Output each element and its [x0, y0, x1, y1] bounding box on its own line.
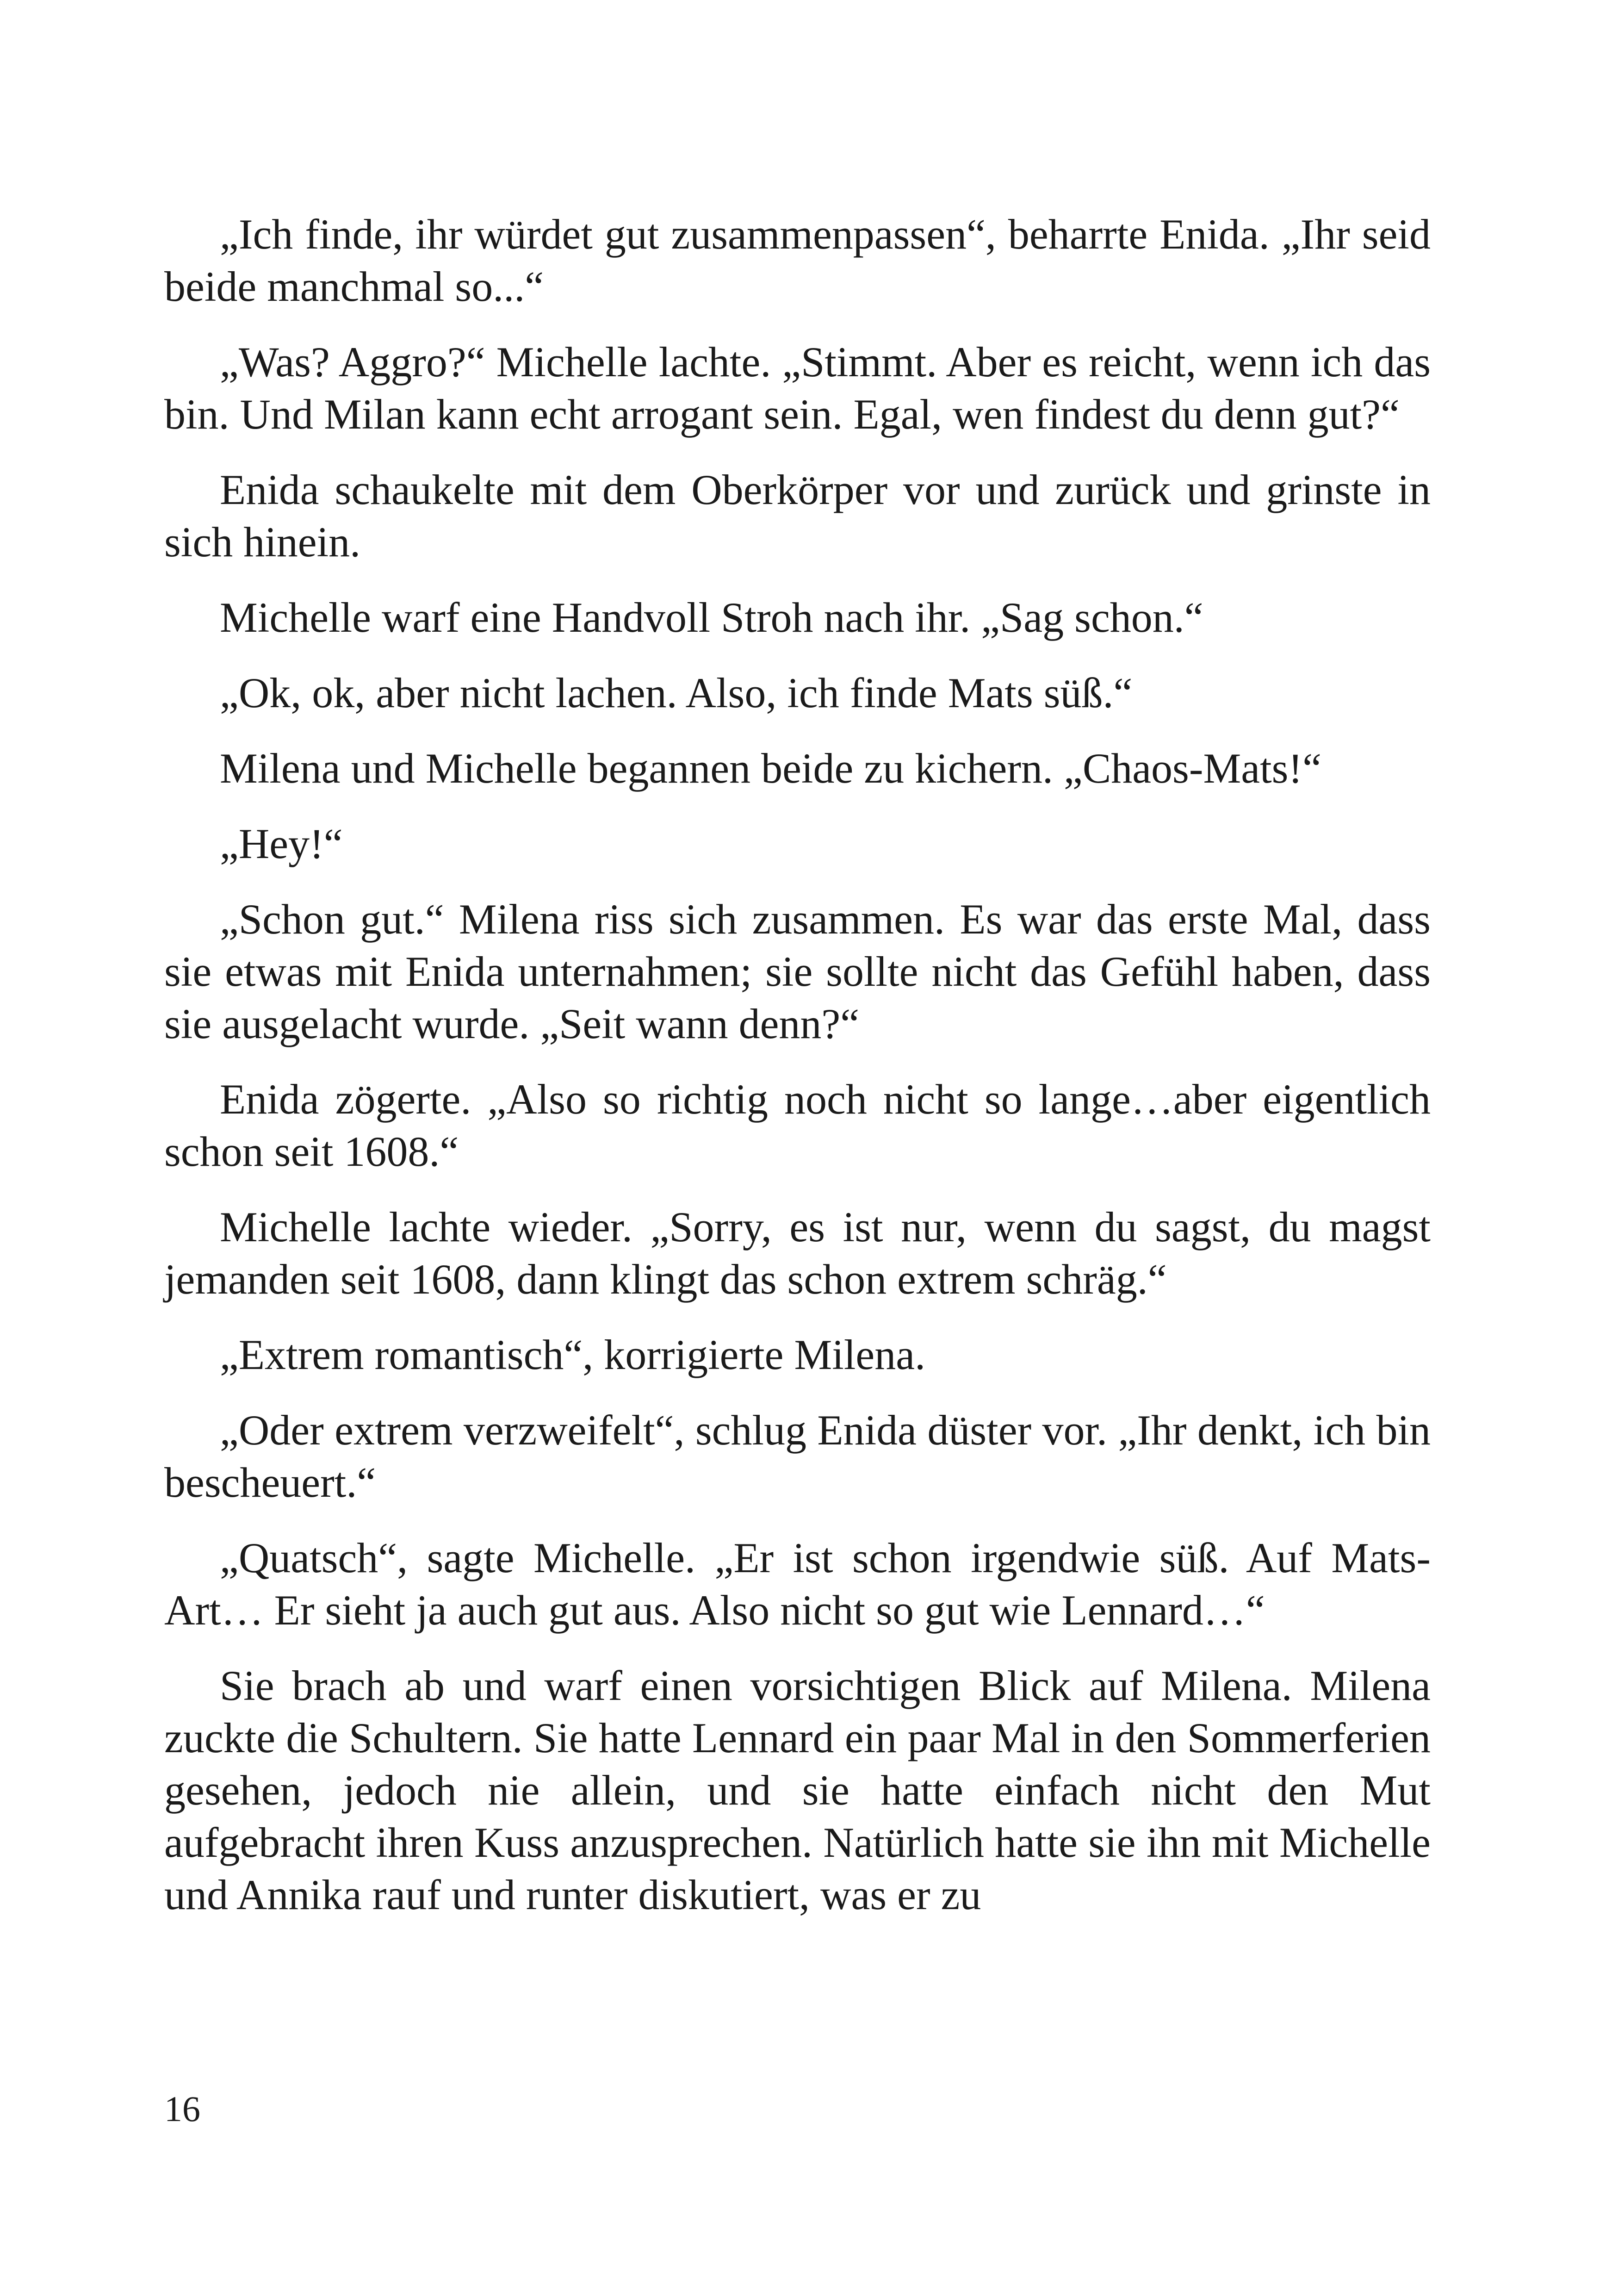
body-text — [164, 208, 1431, 1944]
paragraph-1: „Ich finde, ihr würdet gut zusammenpassen“, beharrte Enida. „Ihr seid beide manchmal so...“ — [164, 211, 1431, 310]
paragraph-6: Milena und Michelle begannen beide zu kichern. „Chaos-Mats!“ — [220, 745, 1321, 792]
paragraph-3: Enida schaukelte mit dem Oberkörper vor und zurück und grinste in sich hinein. — [164, 466, 1431, 566]
paragraph-2: „Was? Aggro?“ Michelle lachte. „Stimmt. Aber es reicht, wenn ich das bin. Und Milan kann echt arrogant sein. Egal, wen findest du denn gut?“ — [164, 338, 1431, 438]
paragraph-4: Michelle warf eine Handvoll Stroh nach ihr. „Sag schon.“ — [220, 594, 1203, 641]
paragraph-13: „Quatsch“, sagte Michelle. „Er ist schon irgendwie süß. Auf Mats-Art… Er sieht ja auch gut aus. Also nicht so gut wie Lennard…“ — [164, 1534, 1431, 1634]
paragraph-9: Enida zögerte. „Also so richtig noch nicht so lange…aber eigentlich schon seit 1608.“ — [164, 1076, 1431, 1175]
paragraph-5: „Ok, ok, aber nicht lachen. Also, ich finde Mats süß.“ — [220, 669, 1133, 716]
paragraph-7: „Hey!“ — [220, 820, 343, 867]
paragraph-8: „Schon gut.“ Milena riss sich zusammen. Es war das erste Mal, dass sie etwas mit Enida unternahmen; sie sollte nicht das Gefühl haben, dass sie ausgelacht wurde. „Seit wann denn?“ — [164, 896, 1431, 1047]
paragraph-14: Sie brach ab und warf einen vorsichtigen Blick auf Milena. Milena zuckte die Schultern. Sie hatte Lennard ein paar Mal in den Sommerferien gesehen, jedoch nie allein, und sie hatte einfach nicht den Mut aufgebracht ihren Kuss anzusprechen. Natürlich hatte sie ihn mit Michelle und Annika rauf und runter diskutiert, was er zu — [164, 1662, 1431, 1918]
paragraph-12: „Oder extrem verzweifelt“, schlug Enida düster vor. „Ihr denkt, ich bin bescheuert.“ — [164, 1406, 1431, 1506]
page-number: 16 — [164, 2089, 200, 2129]
paragraph-11: „Extrem romantisch“, korrigierte Milena. — [220, 1331, 926, 1378]
paragraph-10: Michelle lachte wieder. „Sorry, es ist nur, wenn du sagst, du magst jemanden seit 1608, dann klingt das schon extrem schräg.“ — [164, 1203, 1431, 1303]
